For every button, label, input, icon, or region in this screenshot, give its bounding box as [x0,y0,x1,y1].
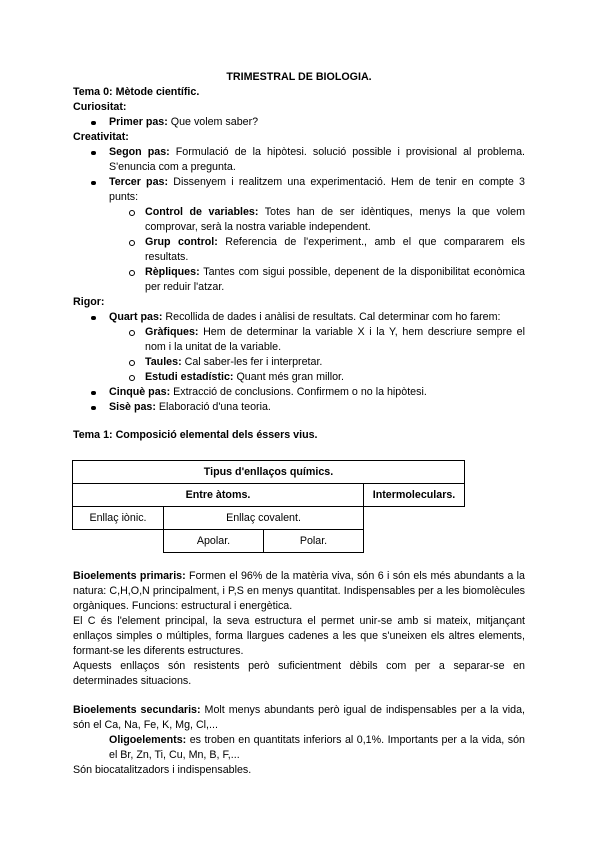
point-text: Referencia de l'experiment., amb el que compararem els resultats. [145,236,526,263]
sub-list-item [73,355,525,370]
step-label: Sisè pas: [109,401,156,413]
step-label: Primer pas: [109,116,168,128]
list-item [73,310,525,325]
point-text: Quant més gran millor. [233,371,344,383]
bonds-table [72,460,465,553]
tema0-heading: Tema 0: Mètode científic. [73,86,200,98]
carbon-paragraph: El C és l'element principal, la seva estructura el permet unir-se amb si mateix, mitjançant enllaços simples o múltiples, forma llargues cadenes a les que s'uneixen els altres elements, formant-se les diferents estructures. [73,615,525,657]
point-label: Rèpliques: [145,266,200,278]
table-title: Tipus d'enllaços químics. [73,461,465,484]
step-text: Dissenyem i realitzem una experimentació. Hem de tenir en compte 3 punts: [109,176,525,203]
between-atoms-cell: Entre àtoms. [73,484,364,507]
list-item [73,385,525,400]
list-item [73,175,525,205]
point-text: Cal saber-les fer i interpretar. [181,356,323,368]
polar-cell: Polar. [264,530,364,553]
step-text: Formulació de la hipòtesi. solució possible i provisional al problema. S'enuncia com a pregunta. [109,146,525,173]
point-label: Gràfiques: [145,326,199,338]
curiositat-list [73,115,525,130]
tema1-heading: Tema 1: Composició elemental dels éssers vius. [73,429,318,441]
oligo-label: Oligoelements: [109,734,187,746]
closing-paragraph: Són biocatalitzadors i indispensables. [73,764,252,776]
step-label: Quart pas: [109,311,163,323]
point-label: Taules: [145,356,182,368]
document-title: TRIMESTRAL DE BIOLOGIA. [226,71,372,83]
empty-cell [73,530,164,553]
secundaris-text: Molt menys abundants però igual de indispensables per a la vida, són el Ca, Na, Fe, K, Mg, Cl,... [73,704,525,731]
point-text: Totes han de ser idèntiques, menys la que volem comprovar, serà la nostra variable independent. [145,206,525,233]
rigor-heading: Rigor: [73,296,105,308]
step-label: Cinquè pas: [109,386,171,398]
secundaris-label: Bioelements secundaris: [73,704,201,716]
step-label: Segon pas: [109,146,170,158]
empty-cell [364,507,465,530]
point-text: Tantes com sigui possible, depenent de la disponibilitat econòmica per reduir l'atzar. [145,266,525,293]
primaris-paragraph [73,569,525,614]
step-text: Elaboració d'una teoria. [155,401,271,413]
intermolecular-cell: Intermoleculars. [364,484,465,507]
empty-cell [364,530,465,553]
list-item [73,115,525,130]
primaris-text: Formen el 96% de la matèria viva, són 6 i són els més abundants a la natura: C,H,O,N principalment, i P,S en menys quantitat. Indispensables per a les biomolècules orgàniques. Funcions: estructural i energètica. [73,570,525,612]
secundaris-paragraph [73,703,525,733]
creativitat-heading: Creativitat: [73,131,129,143]
rigor-list [73,310,525,415]
document-page [73,70,525,778]
sub-list-item [73,265,525,295]
oligo-paragraph [73,733,525,763]
step-text: Que volem saber? [167,116,259,128]
apolar-cell: Apolar. [164,530,264,553]
ionic-cell: Enllaç iònic. [73,507,164,530]
sub-list-item [73,325,525,355]
point-label: Estudi estadístic: [145,371,234,383]
creativitat-list [73,145,525,295]
point-label: Grup control: [145,236,218,248]
list-item [73,400,525,415]
list-item [73,145,525,175]
primaris-label: Bioelements primaris: [73,570,186,582]
point-text: Hem de determinar la variable X i la Y, hem descriure sempre el nom i la unitat de la variable. [145,326,525,353]
oligo-text: es troben en quantitats inferiors al 0,1%. Importants per a la vida, són el Br, Zn, Ti, Cu, Mn, B, F,... [109,734,525,761]
point-label: Control de variables: [145,206,259,218]
step-text: Extracció de conclusions. Confirmem o no la hipòtesi. [170,386,427,398]
sub-list-item [73,235,525,265]
sub-list-item [73,205,525,235]
curiositat-heading: Curiositat: [73,101,127,113]
bonds-paragraph: Aquests enllaços són resistents però suficientment dèbils com per a separar-se en determinades situacions. [73,660,525,687]
step-label: Tercer pas: [109,176,169,188]
step-text: Recollida de dades i anàlisi de resultats. Cal determinar com ho farem: [162,311,501,323]
sub-list-item [73,370,525,385]
covalent-cell: Enllaç covalent. [164,507,364,530]
